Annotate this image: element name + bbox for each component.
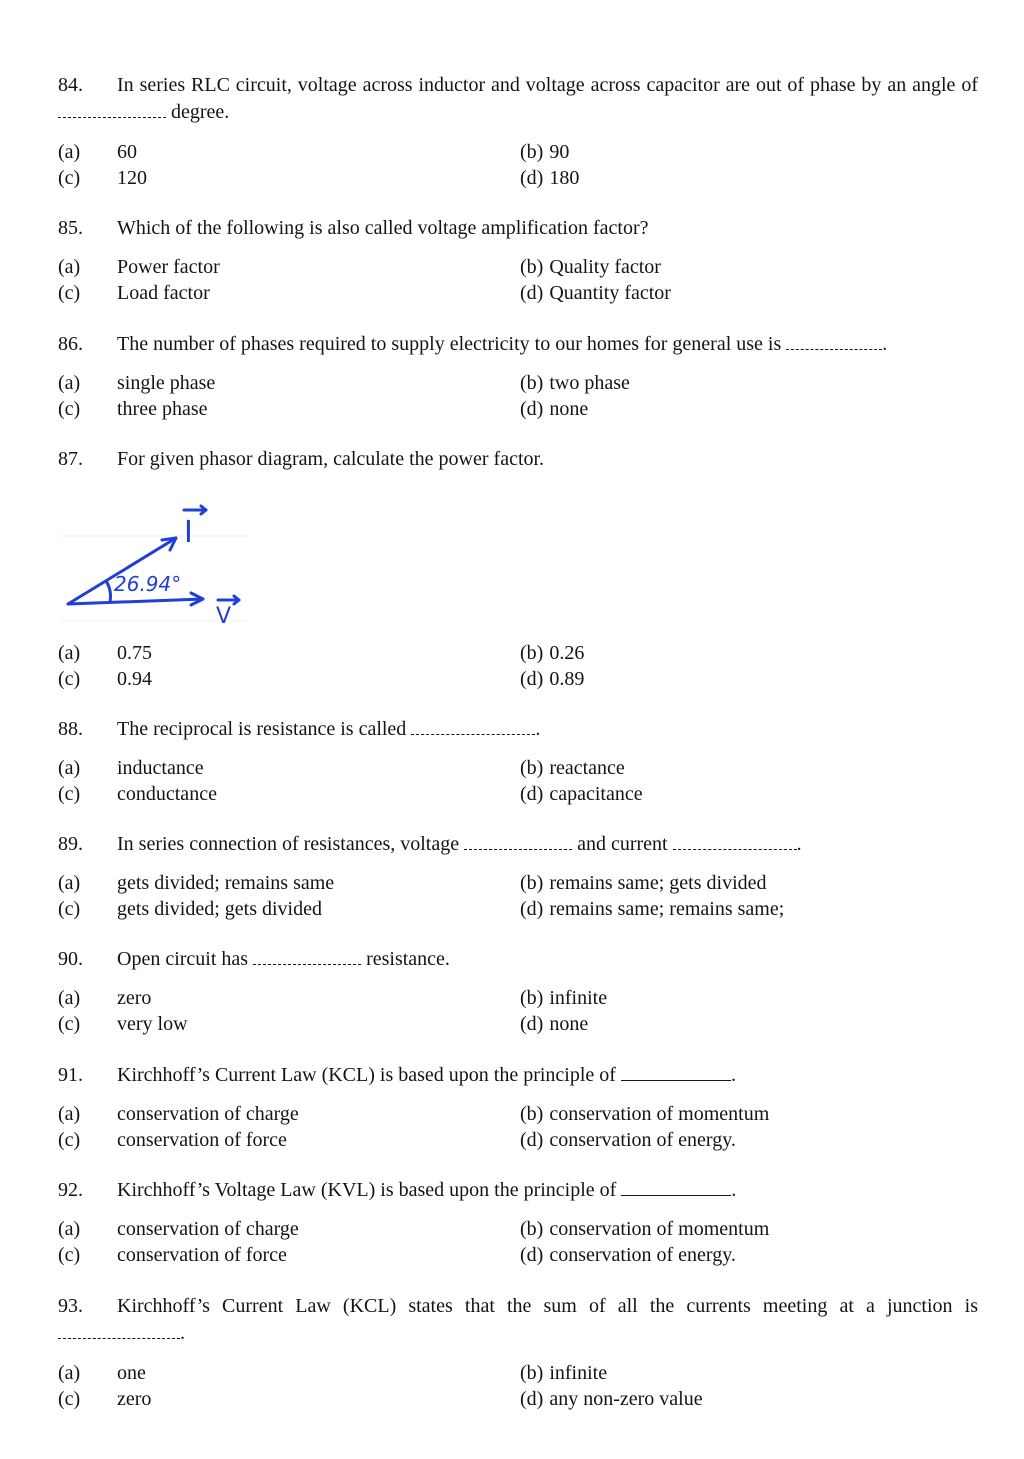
question-85 [58,215,978,308]
question-89 [58,831,978,924]
option-b[interactable]: (b) remains same; gets divided [520,872,767,894]
options [58,985,978,1039]
option-c[interactable]: (c) three phase [58,398,208,420]
answer-blank [621,1178,731,1196]
answer-blank-1 [464,832,572,850]
options [58,254,978,308]
answer-blank [621,1063,731,1081]
option-b[interactable]: (b) reactance [520,757,625,779]
question-text-end: . [730,1064,736,1086]
options [58,870,978,924]
question-number: 86. [58,333,83,355]
question-text: Kirchhoff’s Voltage Law (KVL) is based upon the principle of [117,1179,617,1201]
angle-arc [106,581,111,602]
answer-blank [58,1321,180,1339]
question-text-end: . [882,333,888,355]
question-number: 84. [58,74,83,96]
question-number: 85. [58,217,83,239]
options [58,755,978,809]
options [58,370,978,424]
option-b[interactable]: (b) two phase [520,372,630,394]
option-c[interactable]: (c) gets divided; gets divided [58,898,322,920]
question-text-end: . [535,718,541,740]
question-number: 91. [58,1064,83,1086]
option-c[interactable]: (c) very low [58,1013,188,1035]
option-b[interactable]: (b) conservation of momentum [520,1103,770,1125]
question-text-mid: and current [577,833,668,855]
voltage-phasor-line [68,599,203,604]
option-a[interactable]: (a) single phase [58,372,216,394]
option-d[interactable]: (d) none [520,398,589,420]
question-number: 89. [58,833,83,855]
option-d[interactable]: (d) any non-zero value [520,1388,703,1410]
angle-label: 26.94° [114,572,182,596]
question-text: In series RLC circuit, voltage across inductor and voltage across capacitor are out of phase by an angle of [117,74,978,96]
question-text: In series connection of resistances, voltage [117,833,460,855]
answer-blank [58,100,166,118]
question-number: 88. [58,718,83,740]
option-d[interactable]: (d) conservation of energy. [520,1129,736,1151]
option-c[interactable]: (c) zero [58,1388,152,1410]
option-b[interactable]: (b) infinite [520,987,608,1009]
answer-blank [253,947,361,965]
question-86 [58,331,978,424]
question-92 [58,1177,978,1270]
option-d[interactable]: (d) 180 [520,167,580,189]
option-d[interactable]: (d) conservation of energy. [520,1244,736,1266]
option-a[interactable]: (a) inductance [58,757,204,779]
question-text-end: degree. [171,101,230,123]
option-c[interactable]: (c) conservation of force [58,1244,287,1266]
question-text-end: . [796,833,802,855]
options [58,1101,978,1155]
option-c[interactable]: (c) conductance [58,783,217,805]
option-a[interactable]: (a) conservation of charge [58,1218,299,1240]
question-93 [58,1293,978,1414]
option-a[interactable]: (a) 0.75 [58,642,152,664]
question-87 [58,446,978,473]
option-a[interactable]: (a) Power factor [58,256,220,278]
option-b[interactable]: (b) 0.26 [520,642,585,664]
options [58,139,978,193]
question-text: Open circuit has [117,948,249,970]
question-text: Kirchhoff’s Current Law (KCL) is based upon the principle of [117,1064,616,1086]
option-a[interactable]: (a) one [58,1362,146,1384]
option-d[interactable]: (d) Quantity factor [520,282,671,304]
question-text-end: . [731,1179,737,1201]
option-c[interactable]: (c) 0.94 [58,668,152,690]
question-number: 90. [58,948,83,970]
option-b[interactable]: (b) Quality factor [520,256,661,278]
option-b[interactable]: (b) infinite [520,1362,608,1384]
question-88 [58,716,978,809]
answer-blank [786,332,882,350]
option-b[interactable]: (b) 90 [520,141,570,163]
option-a[interactable]: (a) zero [58,987,152,1009]
current-label: I [184,515,193,550]
option-a[interactable]: (a) gets divided; remains same [58,872,335,894]
question-91 [58,1062,978,1155]
option-d[interactable]: (d) 0.89 [520,668,585,690]
options [58,640,978,694]
question-text: Which of the following is also called voltage amplification factor? [117,217,649,239]
question-number: 92. [58,1179,83,1201]
question-90 [58,946,978,1039]
option-a[interactable]: (a) conservation of charge [58,1103,299,1125]
option-d[interactable]: (d) none [520,1013,589,1035]
question-text: The number of phases required to supply electricity to our homes for general use is [117,333,782,355]
question-84 [58,72,978,193]
option-c[interactable]: (c) Load factor [58,282,210,304]
option-a[interactable]: (a) 60 [58,141,137,163]
question-text: The reciprocal is resistance is called [117,718,407,740]
option-b[interactable]: (b) conservation of momentum [520,1218,770,1240]
option-d[interactable]: (d) capacitance [520,783,643,805]
answer-blank [411,717,535,735]
question-text-end: . [180,1322,185,1344]
voltage-label: V [216,604,232,626]
question-number: 87. [58,448,83,470]
option-c[interactable]: (c) 120 [58,167,147,189]
question-text: Kirchhoff’s Current Law (KCL) states that the sum of all the currents meeting at a junction is [117,1295,978,1317]
options [58,1360,978,1414]
question-text-end: resistance. [366,948,450,970]
question-87-options [58,628,978,694]
question-number: 93. [58,1295,83,1317]
option-c[interactable]: (c) conservation of force [58,1129,287,1151]
options [58,1216,978,1270]
phasor-diagram [58,496,258,626]
answer-blank-2 [673,832,797,850]
option-d[interactable]: (d) remains same; remains same; [520,898,785,920]
question-text: For given phasor diagram, calculate the power factor. [117,448,545,470]
